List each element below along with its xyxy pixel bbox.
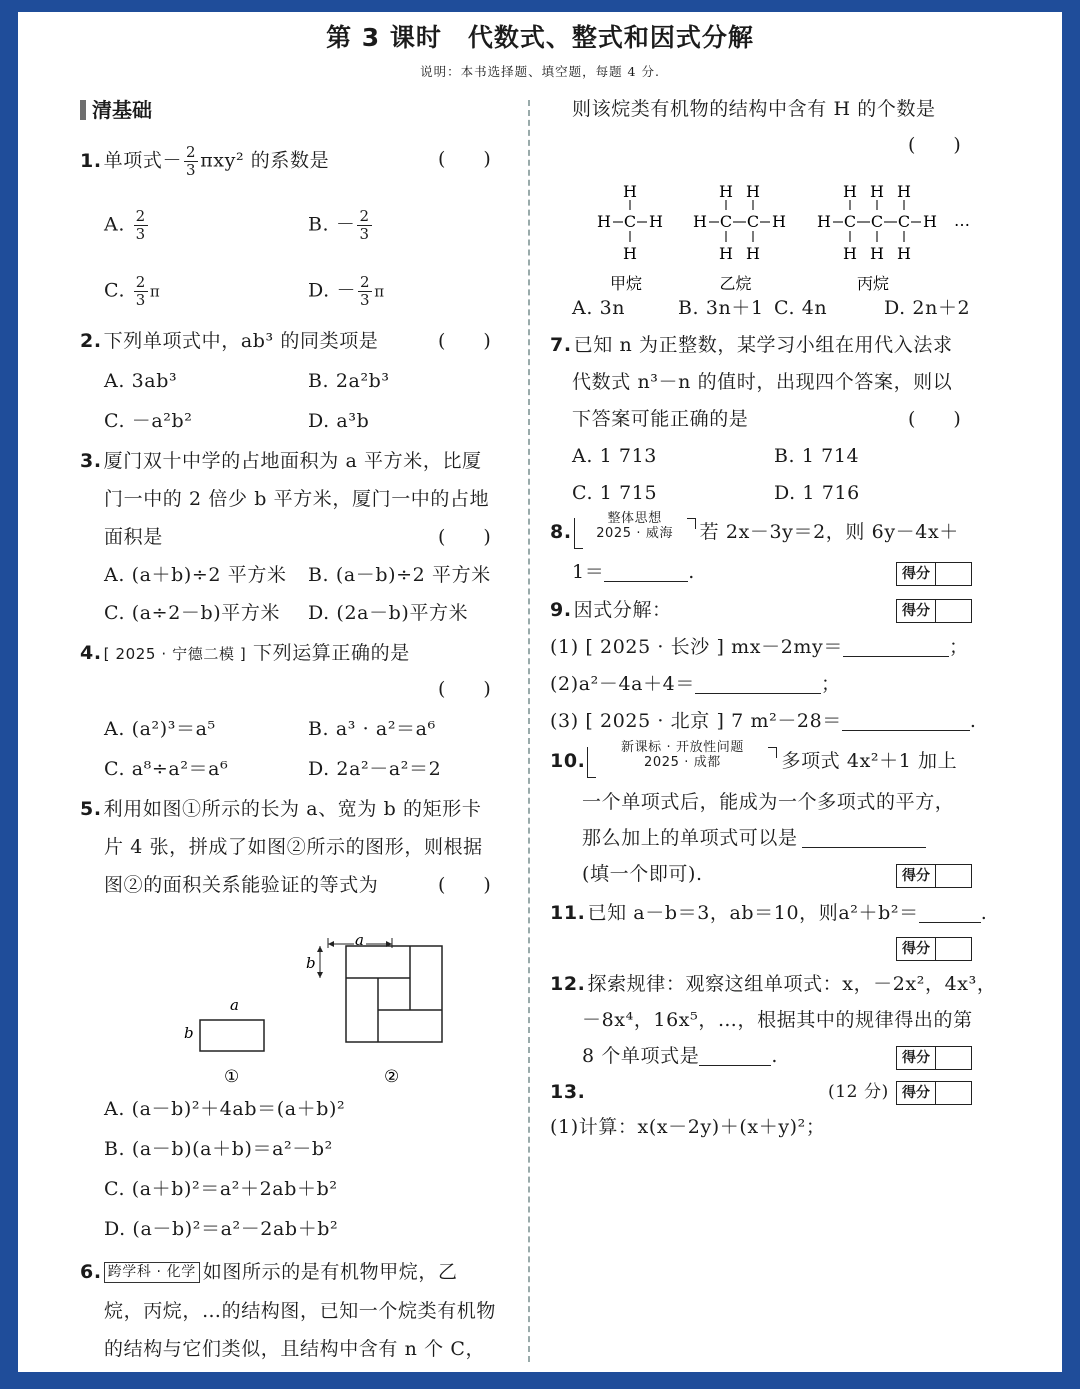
- c-atom: C: [746, 212, 760, 231]
- h-atom: H: [597, 212, 611, 231]
- h-atom: H: [746, 244, 760, 263]
- q9-stem: 9. 因式分解：: [550, 599, 672, 621]
- q5-stem-line3: 图②的面积关系能验证的等式为: [104, 874, 379, 896]
- h-atom: H: [843, 182, 857, 201]
- h-atom: H: [693, 212, 707, 231]
- q9-score-box[interactable]: 得分: [896, 599, 972, 623]
- q7-option-b[interactable]: B. 1 714: [774, 445, 860, 467]
- q1-option-d[interactable]: D. － $\frac{2}{3}$ π: [308, 273, 385, 309]
- q1-option-b[interactable]: B. － $\frac{2}{3}$: [308, 207, 370, 243]
- q3-option-a[interactable]: A. (a＋b)÷2 平方米: [104, 564, 287, 586]
- svg-text:①: ①: [224, 1067, 240, 1087]
- q6-option-c[interactable]: C. 4n: [774, 297, 828, 319]
- alkane-structures: [558, 164, 978, 294]
- q9-2-answer-blank[interactable]: [695, 671, 821, 694]
- q6-stem: 6. 跨学科 · 化学 如图所示的是有机物甲烷，乙: [80, 1261, 458, 1283]
- q6-stem-line4: 则该烷类有机物的结构中含有 H 的个数是: [572, 98, 936, 120]
- q8-stem: 8. 整体思想 2025 · 威海 若 2x－3y＝2，则 6y－4x＋: [550, 518, 959, 548]
- q3-stem-line2: 门一中的 2 倍少 b 平方米，厦门一中的占地: [104, 488, 490, 510]
- q5-stem: 5. 利用如图①所示的长为 a、宽为 b 的矩形卡: [80, 798, 482, 820]
- h-atom: H: [870, 182, 884, 201]
- h-atom: H: [897, 182, 911, 201]
- q6-answer-paren[interactable]: ( ): [908, 134, 961, 156]
- methane-label: 甲烷: [609, 274, 643, 293]
- q9-part-1: (1) [ 2025 · 长沙 ] mx－2my＝ ；: [550, 636, 969, 658]
- q7-option-d[interactable]: D. 1 716: [774, 482, 860, 504]
- h-atom: H: [772, 212, 786, 231]
- q8-answer-blank[interactable]: [604, 559, 688, 582]
- h-atom: H: [897, 244, 911, 263]
- h-atom: H: [817, 212, 831, 231]
- h-atom: H: [649, 212, 663, 231]
- q11-answer-blank[interactable]: [919, 900, 981, 923]
- q7-stem-line2: 代数式 n³－n 的值时，出现四个答案，则以: [572, 371, 953, 393]
- q3-option-d[interactable]: D. (2a－b)平方米: [308, 602, 469, 624]
- q9-part-2: (2)a²－4a＋4＝ ；: [550, 673, 841, 695]
- q3-option-b[interactable]: B. (a－b)÷2 平方米: [308, 564, 491, 586]
- q6-subject-tag: 跨学科 · 化学: [104, 1262, 200, 1283]
- q2-option-d[interactable]: D. a³b: [308, 410, 370, 432]
- q12-stem-line3: 8 个单项式是 .: [582, 1045, 778, 1067]
- q12-stem: 12. 探索规律：观察这组单项式：x，－2x²，4x³，: [550, 973, 997, 995]
- q12-answer-blank[interactable]: [699, 1043, 771, 1066]
- q3-answer-paren[interactable]: ( ): [438, 526, 491, 548]
- worksheet-page: [18, 12, 1062, 1372]
- q5-option-c[interactable]: C. (a＋b)²＝a²＋2ab＋b²: [104, 1178, 338, 1200]
- q13-part-1: (1)计算：x(x－2y)＋(x＋y)²；: [550, 1116, 826, 1138]
- propane-label: 丙烷: [856, 274, 890, 293]
- q6-option-a[interactable]: A. 3n: [572, 297, 626, 319]
- q1-answer-paren[interactable]: ( ): [438, 148, 491, 170]
- q5-answer-paren[interactable]: ( ): [438, 874, 491, 896]
- q6-option-d[interactable]: D. 2n＋2: [884, 297, 971, 319]
- q12-stem-line2: －8x⁴，16x⁵，…，根据其中的规律得出的第: [582, 1009, 973, 1031]
- h-atom: H: [623, 244, 637, 263]
- q6-option-b[interactable]: B. 3n＋1: [678, 297, 764, 319]
- q6-stem-line3: 的结构与它们类似，且结构中含有 n 个 C，: [104, 1338, 486, 1360]
- q10-answer-blank[interactable]: [802, 825, 926, 848]
- svg-text:b: b: [306, 954, 316, 972]
- q5-option-d[interactable]: D. (a－b)²＝a²－2ab＋b²: [104, 1218, 339, 1240]
- q6-stem-line2: 烷，丙烷，…的结构图，已知一个烷类有机物: [104, 1300, 497, 1322]
- q8-score-box[interactable]: 得分: [896, 562, 972, 586]
- h-atom: H: [843, 244, 857, 263]
- q4-option-b[interactable]: B. a³ · a²＝a⁶: [308, 718, 436, 740]
- figure-2-square: [306, 931, 442, 1087]
- q9-3-answer-blank[interactable]: [842, 708, 970, 731]
- q11-score-box[interactable]: 得分: [896, 937, 972, 961]
- h-atom: H: [923, 212, 937, 231]
- q2-option-c[interactable]: C. －a²b²: [104, 410, 193, 432]
- q10-method-tag: 新课标 · 开放性问题 2025 · 成都: [587, 747, 777, 777]
- h-atom: H: [870, 244, 884, 263]
- q10-stem: 10. 新课标 · 开放性问题 2025 · 成都 多项式 4x²＋1 加上: [550, 747, 957, 777]
- c-atom: C: [870, 212, 884, 231]
- q13-points: (12 分): [828, 1082, 889, 1102]
- page-title: 第 3 课时 代数式、整式和因式分解: [326, 23, 754, 52]
- c-atom: C: [843, 212, 857, 231]
- q10-stem-line3: 那么加上的单项式可以是: [582, 825, 926, 851]
- q8-method-tag: 整体思想 2025 · 威海: [574, 518, 696, 548]
- q9-part-3: (3) [ 2025 · 北京 ] 7 m²－28＝ .: [550, 710, 977, 732]
- q13-stem: 13.: [550, 1081, 586, 1103]
- q5-stem-line2: 片 4 张，拼成了如图②所示的图形，则根据: [104, 836, 483, 858]
- q7-option-a[interactable]: A. 1 713: [572, 445, 657, 467]
- q4-source-tag: [ 2025 · 宁德二模 ]: [103, 645, 247, 663]
- q1-option-c[interactable]: C. $\frac{2}{3}$ π: [104, 273, 161, 309]
- c-atom: C: [623, 212, 637, 231]
- q4-option-d[interactable]: D. 2a²－a²＝2: [308, 758, 442, 780]
- q3-option-c[interactable]: C. (a÷2－b)平方米: [104, 602, 281, 624]
- q9-1-answer-blank[interactable]: [843, 634, 949, 657]
- q5-rectangle-figures: [178, 912, 478, 1090]
- q12-score-box[interactable]: 得分: [896, 1046, 972, 1070]
- q4-option-a[interactable]: A. (a²)³＝a⁵: [104, 718, 216, 740]
- section-bar: [80, 100, 86, 120]
- q13-score-box[interactable]: 得分: [896, 1081, 972, 1105]
- q10-stem-line2: 一个单项式后，能成为一个多项式的平方，: [582, 791, 955, 813]
- q1-fraction: $\frac{2}{3}$: [186, 143, 197, 179]
- h-atom: H: [746, 182, 760, 201]
- h-atom: H: [623, 182, 637, 201]
- q7-stem: 7. 已知 n 为正整数，某学习小组在用代入法求: [550, 334, 953, 356]
- c-atom: C: [719, 212, 733, 231]
- q1-stem: 1. 单项式－ $\frac{2}{3}$ πxy² 的系数是: [80, 143, 330, 179]
- svg-text:b: b: [184, 1024, 194, 1042]
- q7-stem-line3: 下答案可能正确的是: [572, 408, 749, 430]
- q3-stem: 3. 厦门双十中学的占地面积为 a 平方米，比厦: [80, 450, 482, 472]
- q4-stem: 4. [ 2025 · 宁德二模 ] 下列运算正确的是: [80, 642, 410, 664]
- q3-stem-line3: 面积是: [104, 526, 163, 548]
- svg-text:②: ②: [384, 1067, 400, 1087]
- h-atom: H: [719, 182, 733, 201]
- q10-stem-line4: (填一个即可).: [582, 863, 703, 885]
- svg-text:a: a: [355, 931, 364, 949]
- ethane-label: 乙烷: [719, 274, 752, 293]
- ellipsis: …: [954, 211, 970, 230]
- q2-option-b[interactable]: B. 2a²b³: [308, 370, 390, 392]
- instructions-note: 说明：本书选择题、填空题，每题 4 分.: [420, 64, 660, 79]
- c-atom: C: [897, 212, 911, 231]
- q5-option-a[interactable]: A. (a－b)²＋4ab＝(a＋b)²: [104, 1098, 346, 1120]
- q8-answer-line: 1＝ .: [572, 561, 695, 583]
- h-atom: H: [719, 244, 733, 263]
- q10-score-box[interactable]: 得分: [896, 864, 972, 888]
- figure-1-rectangle: [184, 996, 264, 1087]
- column-divider: [528, 100, 530, 1362]
- q1-option-a[interactable]: A. $\frac{2}{3}$: [104, 207, 146, 243]
- q4-answer-paren[interactable]: ( ): [438, 678, 491, 700]
- q11-stem: 11. 已知 a－b＝3，ab＝10，则a²＋b²＝ .: [550, 902, 988, 924]
- q5-option-b[interactable]: B. (a－b)(a＋b)＝a²－b²: [104, 1138, 333, 1160]
- q2-option-a[interactable]: A. 3ab³: [104, 370, 178, 392]
- q7-option-c[interactable]: C. 1 715: [572, 482, 658, 504]
- svg-text:a: a: [230, 996, 239, 1014]
- section-heading: 清基础: [80, 94, 152, 123]
- q2-answer-paren[interactable]: ( ): [438, 330, 491, 352]
- q4-option-c[interactable]: C. a⁸÷a²＝a⁶: [104, 758, 229, 780]
- q2-stem: 2. 下列单项式中，ab³ 的同类项是: [80, 330, 379, 352]
- q7-answer-paren[interactable]: ( ): [908, 408, 961, 430]
